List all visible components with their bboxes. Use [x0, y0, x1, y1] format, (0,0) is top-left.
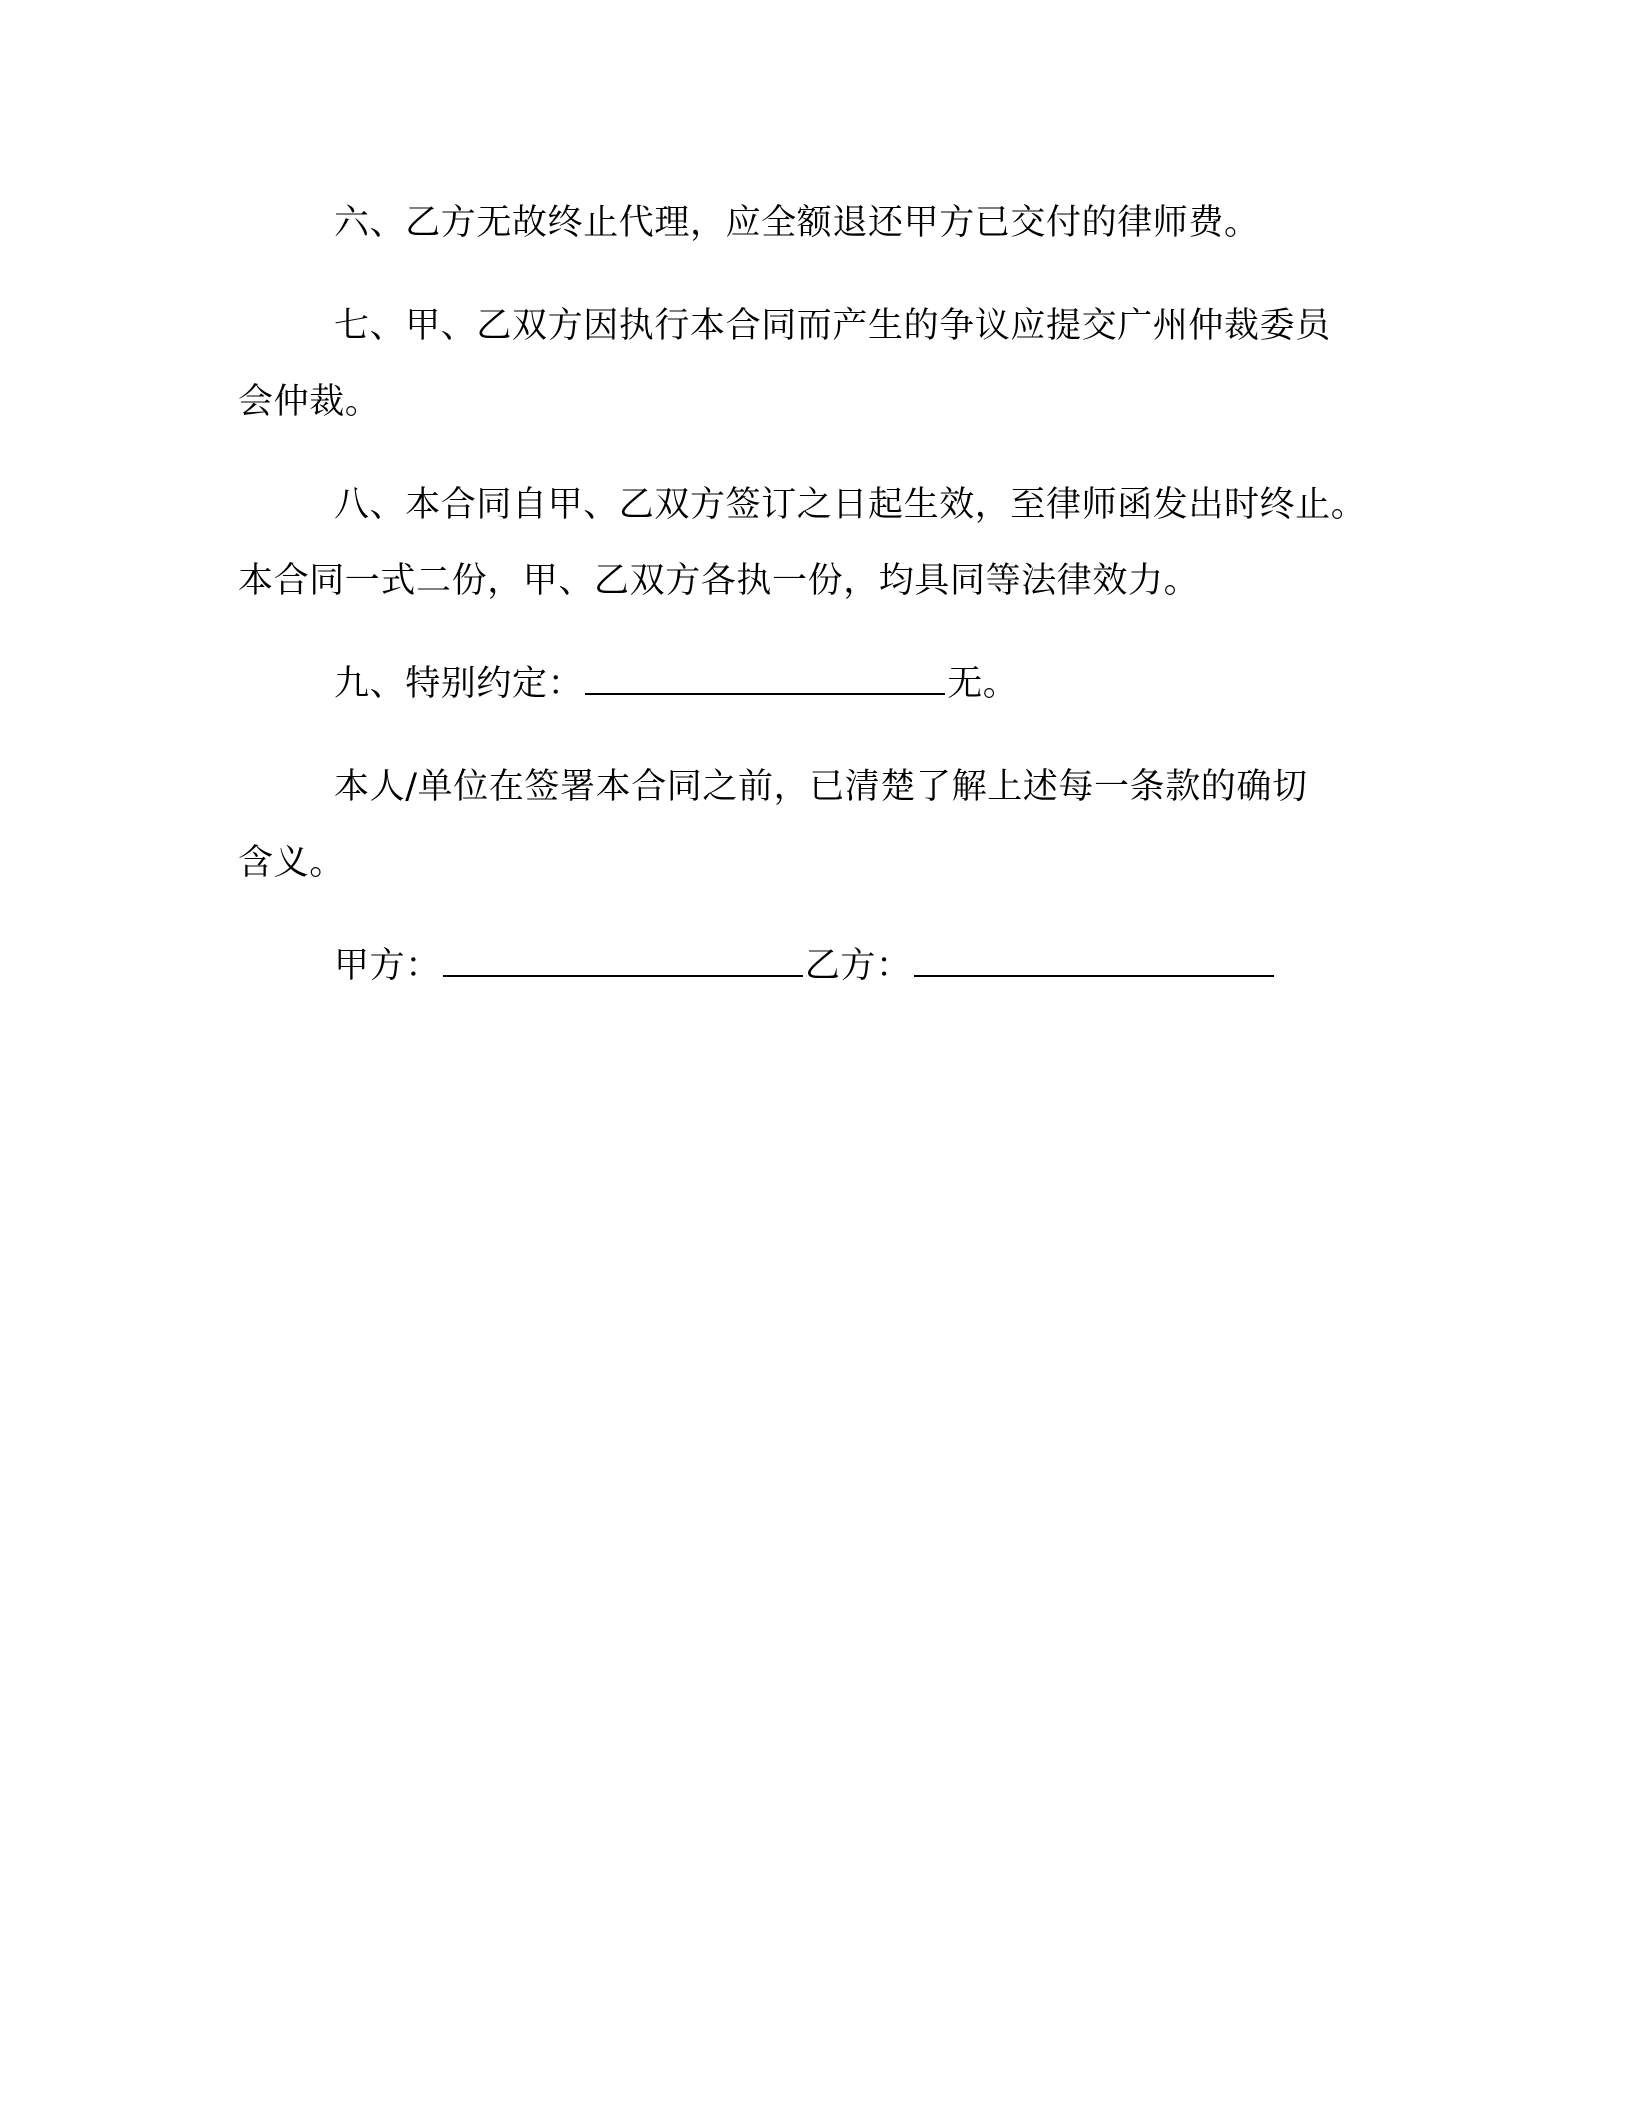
party-a-label: 甲方： [334, 946, 441, 986]
clause-6-text: 六、乙方无故终止代理，应全额退还甲方已交付的律师费。 [334, 203, 1260, 243]
clause-7 [238, 288, 1408, 440]
acknowledgement-line-1: 本人/单位在签署本合同之前，已清楚了解上述每一条款的确切 [334, 767, 1308, 807]
clause-8-line-2: 本合同一式二份，甲、乙双方各执一份，均具同等法律效力。 [238, 561, 1200, 601]
signature-row [238, 928, 1408, 1004]
clause-9-value: 无。 [947, 664, 1019, 704]
party-a-signature-blank[interactable] [443, 945, 803, 977]
acknowledgement-line-2: 含义。 [238, 843, 345, 883]
clause-9-label: 九、特别约定： [334, 664, 584, 704]
party-b-label: 乙方： [804, 946, 912, 986]
clause-8 [238, 467, 1408, 619]
clause-9 [238, 646, 1408, 722]
party-b-signature-blank[interactable] [914, 945, 1274, 977]
clause-8-line-1: 八、本合同自甲、乙双方签订之日起生效，至律师函发出时终止。 [334, 485, 1367, 525]
clause-9-line [238, 646, 1408, 722]
clause-6 [238, 185, 1408, 261]
document-body [238, 185, 1408, 1004]
clause-7-line-2: 会仲裁。 [238, 382, 381, 422]
clause-7-line-1: 七、甲、乙双方因执行本合同而产生的争议应提交广州仲裁委员 [334, 306, 1331, 346]
special-agreement-blank[interactable] [585, 663, 945, 695]
acknowledgement [238, 749, 1408, 901]
